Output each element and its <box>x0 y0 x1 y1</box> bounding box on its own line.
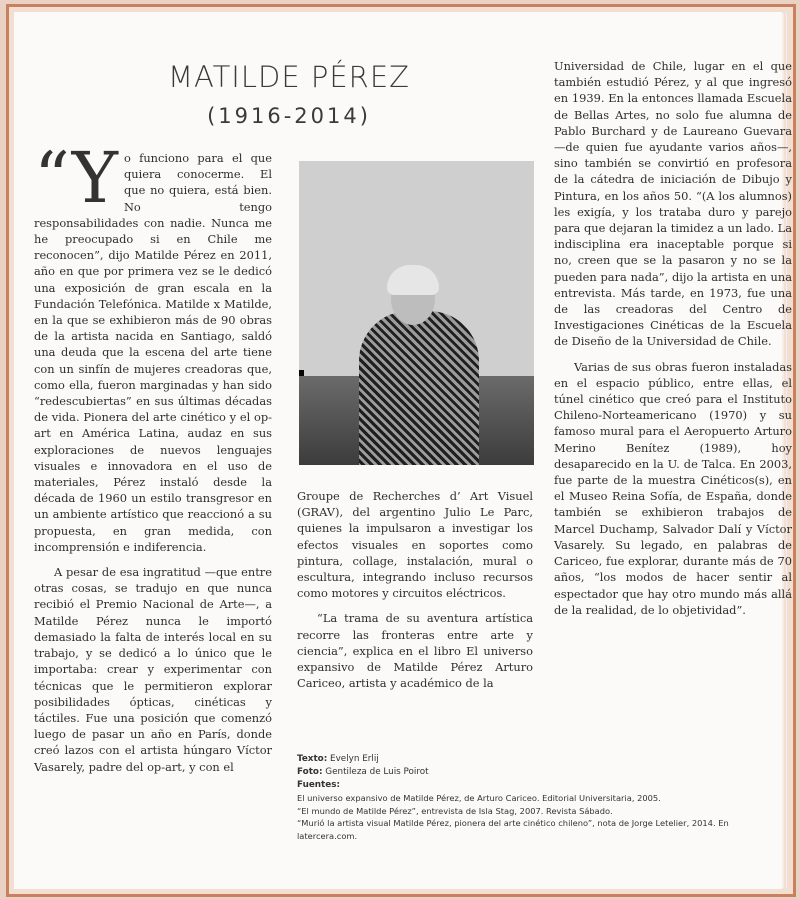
credit-photo: Foto: Gentileza de Luis Poirot <box>297 767 429 777</box>
credits <box>297 753 787 842</box>
paragraph: A pesar de esa ingratitud —que entre otras cosas, se tradujo en que nunca recibió el Premio Nacional de Arte—, a Matilde Pérez nunca le importó demasiado la falta de interés local en su trabajo, y se dedicó a lo único que le importaba: crear y experimentar con técnicas que le permitieron explorar posibilidades ópticas, cinéticas y táctiles. Fue una posición que comenzó luego de pasar un año en París, donde creó lazos con el artista húngaro Víctor Vasarely, padre del op-art, y con el <box>34 565 272 774</box>
portrait-photo <box>299 161 534 465</box>
article-years: (1916-2014) <box>207 104 371 128</box>
paragraph: Varias de sus obras fueron instaladas en el espacio público, entre ellas, el túnel cinético que creó para el Instituto Chileno-Norteamericano (1970) y su famoso mural para el Aeropuerto Arturo Merino Benítez (1989), hoy desaparecido en la U. de Talca. En 2003, fue parte de la muestra Cinéticos(s), en el Museo Reina Sofía, de España, donde también se exhibieron trabajos de Marcel Duchamp, Salvador Dalí y Víctor Vasarely. Su legado, en palabras de Cariceo, fue explorar, durante más de 70 años, “los modos de hacer sentir al espectador que hay otro mundo más allá de la realidad, de lo objetividad”. <box>554 359 792 617</box>
column-3 <box>554 58 792 627</box>
source-item: “El mundo de Matilde Pérez”, entrevista de Isla Stag, 2007. Revista Sábado. <box>297 805 613 816</box>
column-1 <box>34 137 272 784</box>
article-title: MATILDE PÉREZ <box>167 60 411 94</box>
paragraph: Universidad de Chile, lugar en el que también estudió Pérez, y al que ingresó en 1939. En la entonces llamada Escuela de Bellas Artes, no solo fue alumna de Pablo Burchard y de Laureano Guevara —de quien fue ayudante varios años—, sino también se convirtió en profesora de la cátedra de iniciación de Dibujo y Pintura, en los años 50. “(A los alumnos) les exigía, y los trataba duro y parejo para que dejaran la timidez a un lado. La indisciplina era inaceptable porque si no, creen que se la pasaron y no se la pueden para nada”, dijo la artista en una entrevista. Más tarde, en 1973, fue una de las creadoras del Centro de Investigaciones Cinéticas de la Escuela de Diseño de la Universidad de Chile. <box>554 59 792 349</box>
photo-figure <box>359 311 479 465</box>
drop-cap: “Y <box>34 137 118 219</box>
source-item: El universo expansivo de Matilde Pérez, de Arturo Cariceo. Editorial Universitaria, 2005. <box>297 793 661 803</box>
credit-sources-label: Fuentes: <box>297 780 340 790</box>
article-page <box>14 12 792 889</box>
credit-text: Texto: Evelyn Erlij <box>297 754 379 764</box>
source-item: “Murió la artista visual Matilde Pérez, pionera del arte cinético chileno”, nota de Jorge Letelier, 2014. En latercera.com. <box>297 818 729 841</box>
paragraph: o funciono para el que quiera conocerme. El que no quiera, está bien. No tengo responsabilidades con nadie. Nunca me he preocupado si en Chile me reconocen”, dijo Matilde Pérez en 2011, año en que por primera vez se le dedicó una exposición de gran escala en la Fundación Telefónica. Matilde x Matilde, en la que se exhibieron más de 90 obras de la artista nacida en Santiago, saldó una deuda que la escena del arte tiene con un sinfín de mujeres creadoras que, como ella, fueron marginadas y han sido “redescubiertas” en sus últimas décadas de vida. Pionera del arte cinético y el op-art en América Latina, audaz en sus exploraciones de nuevos lenguajes visuales e innovadora en el uso de materiales, Pérez instaló desde la década de 1960 un estilo transgresor en un ambiente artístico que reaccionó a su propuesta, en gran medida, con incomprensión e indiferencia. <box>34 151 272 554</box>
paragraph: Groupe de Recherches d’ Art Visuel (GRAV), del argentino Julio Le Parc, quienes la impulsaron a investigar los efectos visuales en soportes como pintura, collage, instalación, mural o escultura, integrando incluso recursos como motores y circuitos eléctricos. <box>297 489 533 601</box>
paragraph: “La trama de su aventura artística recorre las fronteras entre arte y ciencia”, explica en el libro El universo expansivo de Matilde Pérez Arturo Cariceo, artista y académico de la <box>297 611 533 691</box>
column-2 <box>297 488 533 700</box>
